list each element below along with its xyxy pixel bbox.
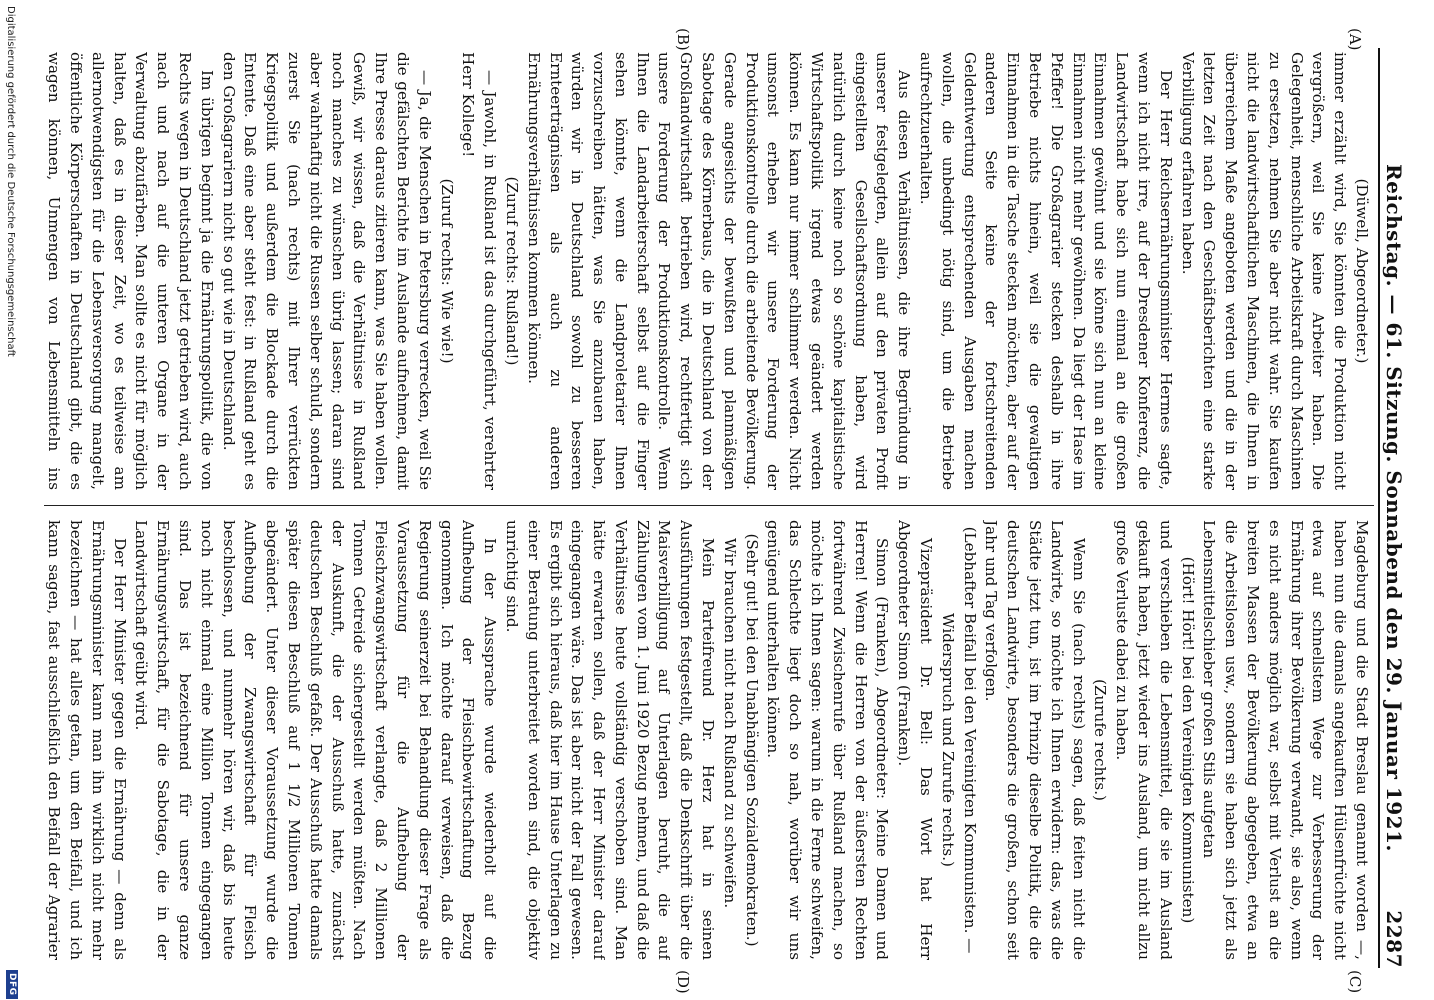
- paragraph: Wir brauchen nicht nach Rußland zu schweifen.: [720, 538, 739, 909]
- interjection: (Lebhafter Beifall bei den Vereinigten Kommunisten. — Widerspruch und Zurufe rechts.): [938, 526, 979, 954]
- paragraph: immer erzählt wird, Sie könnten die Produktion nicht vergrößern, weil Sie keine Arbeiter haben. Die Gelegenheit, menschliche Arbeitskraft durch Maschinen zu ersetzen, nehmen Sie aber nicht wahr. Sie kaufen nicht die landwirtschaftlichen Maschinen, die Ihnen in überreichem Maße angeboten werden und die in der letzten Zeit nach den Geschäftsberichten eine starke Verbilligung erfahren haben.: [1178, 52, 1350, 490]
- interjection: (Zurufe rechts.): [1091, 679, 1110, 801]
- interjection: (Sehr gut! bei den Unabhängigen Sozialdemokraten.): [742, 533, 761, 947]
- margin-letter-b: (B): [674, 28, 692, 51]
- paragraph: — Ja, die Menschen in Petersburg verrecken, weil Sie die gefälschten Berichte im Auslande aufnehmen, damit Ihre Presse daraus zitieren kann, was Sie haben wollen. Gewiß, wir wissen, daß die Verhältnisse in Rußland noch manches zu wünschen übrig lassen; daran sind aber wahrhaftig nicht die Russen selber schuld, sondern zuerst Sie (nach rechts) mit Ihrer verrückten Kriegspolitik und außerdem die Blockade durch die Entente. Daß eine aber steht fest: in Rußland geht es den Großagrariern nicht so gut wie in Deutschland.: [219, 52, 434, 490]
- paragraph: Wenn Sie (nach rechts) sagen, daß feiten nicht die Landwirte, so möchte ich Ihnen erwidern: das, was die Städte jetzt tun, ist im Prinzip dieselbe Politik, die die deutschen Landwirte, besonders die großen, schon seit Jahr und Tag verfolgen.: [982, 520, 1088, 960]
- page-number: 2287: [1382, 910, 1406, 968]
- dfg-logo-icon: DFG: [6, 970, 18, 999]
- paragraph: Magdeburg und die Stadt Breslau genannt worden —, haben nun die damals angekauften Hülsenfrüchte nicht etwa auf schnellstem Wege zur Verbesserung der Ernährung ihrer Bevölkerung verwandt, sie also, wenn es nicht anders möglich war, selbst mit Verlust an die breiten Massen der Bevölkerung abgegeben, etwa an die Arbeitslosen usw., sondern sie haben sich jetzt als Lebensmittelschieber großen Stils aufgetan: [1200, 520, 1371, 960]
- margin-letter-a: (A): [1346, 28, 1364, 51]
- paragraph: Mein Parteifreund Dr. Herz hat in seinen Ausführungen festgestellt, daß die Denkschrift über die Maisverbilligung auf Unterlagen beruht, die auf Zählungen vom 1. Juni 1920 Bezug nehmen, und daß die Verhältnisse heute vollständig verschoben sind. Man hätte erwarten sollen, daß der Herr Minister darauf eingegangen wäre. Das ist aber nicht der Fall gewesen. Es ergibt sich hieraus, daß hier im Hause Unterlagen zu einer Beratung unterbreitet worden sind, die objektiv unrichtig sind.: [502, 520, 718, 960]
- interjection: (Zuruf rechts: Wie wie!): [437, 178, 456, 364]
- margin-letter-d: (D): [674, 970, 692, 994]
- paragraph: Aus diesen Verhältnissen, die ihre Begründung in unserer festgelegten, allein auf den privaten Profit eingestellten Gesellschaftsordnung haben, wird natürlich durch keine noch so schöne kapitalistische Wirtschaftspolitik irgend etwas geändert werden können. Es kann nur immer schlimmer werden. Nicht umsonst erheben wir unsere Forderung der Produktionskontrolle durch die arbeitende Bevölkerung. Gerade angesichts der bewußten und planmäßigen Sabotage des Körnerbaus, die in Deutschland von der Großlandwirtschaft betrieben wird, rechtfertigt sich unsere Forderung der Produktionskontrolle. Wenn Ihnen die Landarbeiterschaft selbst auf die Finger sehen könnte, wenn die Landproletarier Ihnen vorzuschreiben hätten, was Sie anzubauen haben, würden wir in Deutschland sowohl zu besseren Ernteerträgnissen als auch zu anderen Ernährungsverhältnissen kommen können.: [524, 52, 914, 490]
- paragraph: Im übrigen beginnt ja die Ernährungspolitik, die von Rechts wegen in Deutschland jetzt getrieben wird, auch nach und nach auf die unteren Organe in der Verwaltung abzufärben. Man sollte es nicht für möglich halten, daß es in dieser Zeit, wo es teilweise am allernotwendigsten für die Lebensversorgung mangelt, öffentliche Körperschaften in Deutschland gibt, die es wagen können, Unmengen von Lebensmitteln ins: [45, 52, 216, 490]
- page-header-title: Reichstag. — 61. Sitzung. Sonnabend den 29. Januar 1921.: [1382, 164, 1406, 852]
- paragraph: Der Herr Reichsernährungsminister Hermes sagte, wenn ich nicht irre, auf der Dresdener Konferenz, die Landwirtschaft habe sich nun einmal an die großen Einnahmen gewöhnt und sie könne sich nun an kleine Einnahmen nicht mehr gewöhnen. Da liegt der Hase im Pfeffer! Die Großagrarier stecken deshalb in ihre Betriebe nichts hinein, weil sie die gewaltigen Einnahmen in die Tasche stecken möchten, aber auf der anderen Seite keine der fortschreitenden Geldentwertung entsprechenden Ausgaben machen wollen, die unbedingt nötig sind, um die Betriebe aufrechtzuerhalten.: [917, 52, 1175, 490]
- paragraph: Der Herr Minister gegen die Ernährung — denn als Ernährungsminister kann man ihn wirklich nicht mehr bezeichnen — hat alles getan, um den Beifall, und ich kann sagen, fast ausschließlich den Beifall der Agrarier: [45, 520, 129, 960]
- paragraph: und verschieben die Lebensmittel, die sie im Ausland gekauft haben, jetzt wieder ins Ausland, um nicht allzu große Verluste dabei zu haben.: [1113, 520, 1175, 960]
- left-text-column: [42, 52, 1372, 490]
- paragraph: In der Aussprache wurde wiederholt auf die Aufhebung der Fleischbewirtschaftung Bezug genommen. Ich möchte darauf verweisen, daß die Regierung seinerzeit bei Behandlung dieser Frage als Voraussetzung für die Aufhebung der Fleischzwangswirtschaft verlangte, daß 2 Millionen Tonnen Getreide sichergestellt werden müßten. Nach der Auskunft, die der Ausschuß hatte, zunächst deutschen Beschluß gefaßt. Der Ausschuß hatte damals später diesen Beschluß auf 1 1/2 Millionen Tonnen abgeändert. Unter dieser Voraussetzung wurde die Aufhebung der Zwangswirtschaft für Fleisch beschlossen, und nunmehr hören wir, daß bis heute noch nicht einmal eine Million Tonnen eingegangen sind. Das ist bezeichnend für unsere ganze Ernährungswirtschaft, für die Sabotage, die in der Landwirtschaft geübt wird.: [132, 520, 500, 960]
- running-head: [1378, 48, 1408, 968]
- margin-letter-c: (C): [1346, 970, 1364, 994]
- chair-statement: Vizepräsident Dr. Bell: Das Wort hat Herr Abgeordneter Simon (Franken).: [895, 520, 936, 960]
- speaker-line: (Düwell, Abgeordneter.): [1353, 178, 1371, 364]
- right-text-column: [42, 520, 1372, 960]
- paragraph: — Jawohl, in Rußland ist das durchgeführt, verehrter Herr Kollege!: [459, 52, 500, 490]
- column-divider: [44, 505, 1374, 506]
- speaker-paragraph: Simon (Franken), Abgeordneter: Meine Damen und Herren! Wenn die Herren von der äußersten Rechten fortwährend Zwischenrufe über Rußland machen, so möchte ich Ihnen sagen: warum in die Ferne schweifen, das Schlechte liegt doch so nah, worüber wir uns genügend unterhalten können.: [764, 520, 892, 960]
- credit-text: Digitalisierung gefördert durch die Deutsche Forschungsgemeinschaft: [5, 6, 16, 357]
- interjection: (Zuruf rechts: Rußland!): [502, 176, 521, 366]
- interjection: (Hört! Hört! bei den Vereinigten Kommunisten): [1178, 556, 1197, 924]
